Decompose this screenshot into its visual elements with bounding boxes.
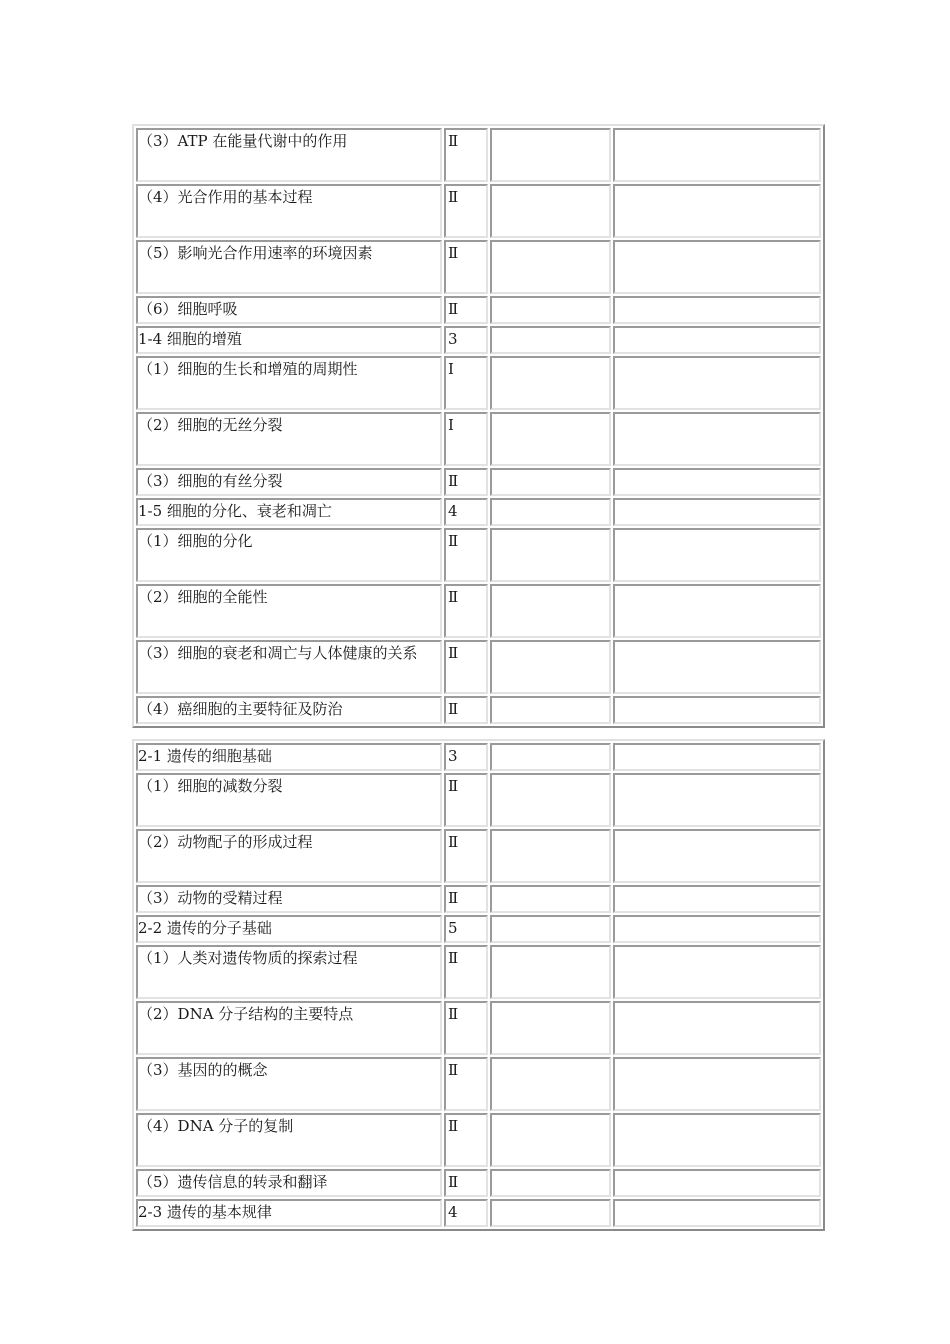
level-value: 4 — [448, 502, 458, 520]
empty-cell — [613, 743, 821, 771]
empty-cell — [490, 326, 611, 354]
empty-cell — [613, 584, 821, 638]
level-value: Ⅱ — [448, 1117, 459, 1135]
topic-cell: （5）遗传信息的转录和翻译 — [136, 1169, 442, 1197]
empty-cell — [490, 128, 611, 182]
level-cell — [444, 498, 488, 526]
empty-cell — [490, 356, 611, 410]
empty-cell — [490, 468, 611, 496]
table-row — [136, 1113, 821, 1167]
level-value: Ⅱ — [448, 1061, 459, 1079]
level-value: Ⅱ — [448, 244, 459, 262]
section-title-cell: 2-3 遗传的基本规律 — [136, 1199, 442, 1227]
topic-cell: （6）细胞呼吸 — [136, 296, 442, 324]
empty-cell — [613, 885, 821, 913]
table-body — [136, 128, 821, 724]
topic-cell: （3）细胞的衰老和凋亡与人体健康的关系 — [136, 640, 442, 694]
topic-cell: （2）细胞的无丝分裂 — [136, 412, 442, 466]
empty-cell — [613, 184, 821, 238]
level-value: Ⅱ — [448, 532, 459, 550]
table-row — [136, 584, 821, 638]
empty-cell — [490, 1169, 611, 1197]
topic-cell: （1）人类对遗传物质的探索过程 — [136, 945, 442, 999]
level-cell — [444, 829, 488, 883]
level-value: Ⅱ — [448, 700, 459, 718]
empty-cell — [613, 945, 821, 999]
level-cell — [444, 468, 488, 496]
level-value: 5 — [448, 919, 458, 937]
topic-cell: （3）动物的受精过程 — [136, 885, 442, 913]
level-cell — [444, 184, 488, 238]
empty-cell — [490, 743, 611, 771]
empty-cell — [613, 1057, 821, 1111]
empty-cell — [613, 1113, 821, 1167]
table-row — [136, 128, 821, 182]
table-row — [136, 945, 821, 999]
level-cell — [444, 640, 488, 694]
empty-cell — [613, 696, 821, 724]
table-row — [136, 468, 821, 496]
level-value: Ⅰ — [448, 360, 454, 378]
empty-cell — [490, 1199, 611, 1227]
empty-cell — [613, 326, 821, 354]
level-cell — [444, 1199, 488, 1227]
empty-cell — [613, 356, 821, 410]
empty-cell — [490, 240, 611, 294]
level-cell — [444, 296, 488, 324]
syllabus-table-genetics — [132, 739, 825, 1231]
topic-cell: （2）动物配子的形成过程 — [136, 829, 442, 883]
empty-cell — [613, 829, 821, 883]
empty-cell — [613, 1001, 821, 1055]
level-value: Ⅱ — [448, 949, 459, 967]
level-cell — [444, 773, 488, 827]
topic-cell: （1）细胞的分化 — [136, 528, 442, 582]
section-title-cell: 2-1 遗传的细胞基础 — [136, 743, 442, 771]
empty-cell — [613, 498, 821, 526]
level-value: Ⅱ — [448, 588, 459, 606]
empty-cell — [490, 885, 611, 913]
level-value: Ⅱ — [448, 300, 459, 318]
empty-cell — [490, 412, 611, 466]
table-row — [136, 240, 821, 294]
level-cell — [444, 356, 488, 410]
topic-cell: （1）细胞的减数分裂 — [136, 773, 442, 827]
topic-cell: （1）细胞的生长和增殖的周期性 — [136, 356, 442, 410]
level-cell — [444, 528, 488, 582]
level-cell — [444, 696, 488, 724]
topic-cell: （3）基因的的概念 — [136, 1057, 442, 1111]
level-value: 3 — [448, 330, 458, 348]
empty-cell — [490, 184, 611, 238]
empty-cell — [490, 915, 611, 943]
level-cell — [444, 1169, 488, 1197]
level-value: 3 — [448, 747, 458, 765]
level-value: Ⅱ — [448, 644, 459, 662]
table-row — [136, 412, 821, 466]
empty-cell — [613, 1199, 821, 1227]
table-row — [136, 773, 821, 827]
topic-cell: （4）光合作用的基本过程 — [136, 184, 442, 238]
empty-cell — [490, 296, 611, 324]
empty-cell — [490, 1057, 611, 1111]
table-body — [136, 743, 821, 1227]
empty-cell — [613, 773, 821, 827]
table-row — [136, 1057, 821, 1111]
level-value: Ⅱ — [448, 833, 459, 851]
topic-cell: （4）癌细胞的主要特征及防治 — [136, 696, 442, 724]
level-value: Ⅱ — [448, 1173, 459, 1191]
table-row — [136, 296, 821, 324]
level-cell — [444, 128, 488, 182]
empty-cell — [490, 498, 611, 526]
table-row — [136, 184, 821, 238]
level-value: Ⅰ — [448, 416, 454, 434]
level-cell — [444, 584, 488, 638]
empty-cell — [490, 945, 611, 999]
empty-cell — [613, 640, 821, 694]
table-row — [136, 829, 821, 883]
level-cell — [444, 945, 488, 999]
level-value: 4 — [448, 1203, 458, 1221]
topic-cell: （3）细胞的有丝分裂 — [136, 468, 442, 496]
topic-cell: （5）影响光合作用速率的环境因素 — [136, 240, 442, 294]
empty-cell — [613, 128, 821, 182]
empty-cell — [490, 584, 611, 638]
table-row — [136, 356, 821, 410]
empty-cell — [490, 640, 611, 694]
level-value: Ⅱ — [448, 889, 459, 907]
empty-cell — [490, 528, 611, 582]
level-value: Ⅱ — [448, 1005, 459, 1023]
table-row — [136, 640, 821, 694]
section-row — [136, 1199, 821, 1227]
section-row — [136, 326, 821, 354]
table-row — [136, 1001, 821, 1055]
empty-cell — [613, 468, 821, 496]
topic-cell: （4）DNA 分子的复制 — [136, 1113, 442, 1167]
level-value: Ⅱ — [448, 777, 459, 795]
level-cell — [444, 885, 488, 913]
table-row — [136, 885, 821, 913]
empty-cell — [490, 1001, 611, 1055]
section-row — [136, 743, 821, 771]
empty-cell — [490, 829, 611, 883]
level-cell — [444, 1057, 488, 1111]
level-value: Ⅱ — [448, 188, 459, 206]
section-row — [136, 498, 821, 526]
table-row — [136, 696, 821, 724]
topic-cell: （2）细胞的全能性 — [136, 584, 442, 638]
section-title-cell: 1-4 细胞的增殖 — [136, 326, 442, 354]
level-cell — [444, 326, 488, 354]
level-value: Ⅱ — [448, 132, 459, 150]
level-cell — [444, 240, 488, 294]
empty-cell — [613, 240, 821, 294]
level-cell — [444, 915, 488, 943]
section-row — [136, 915, 821, 943]
section-title-cell: 2-2 遗传的分子基础 — [136, 915, 442, 943]
empty-cell — [490, 773, 611, 827]
empty-cell — [613, 915, 821, 943]
empty-cell — [490, 1113, 611, 1167]
level-cell — [444, 412, 488, 466]
empty-cell — [613, 528, 821, 582]
level-cell — [444, 743, 488, 771]
topic-cell: （2）DNA 分子结构的主要特点 — [136, 1001, 442, 1055]
syllabus-table-cell-biology — [132, 124, 825, 728]
level-cell — [444, 1001, 488, 1055]
level-value: Ⅱ — [448, 472, 459, 490]
empty-cell — [613, 296, 821, 324]
topic-cell: （3）ATP 在能量代谢中的作用 — [136, 128, 442, 182]
empty-cell — [613, 412, 821, 466]
table-row — [136, 528, 821, 582]
empty-cell — [613, 1169, 821, 1197]
section-title-cell: 1-5 细胞的分化、衰老和凋亡 — [136, 498, 442, 526]
table-row — [136, 1169, 821, 1197]
empty-cell — [490, 696, 611, 724]
level-cell — [444, 1113, 488, 1167]
